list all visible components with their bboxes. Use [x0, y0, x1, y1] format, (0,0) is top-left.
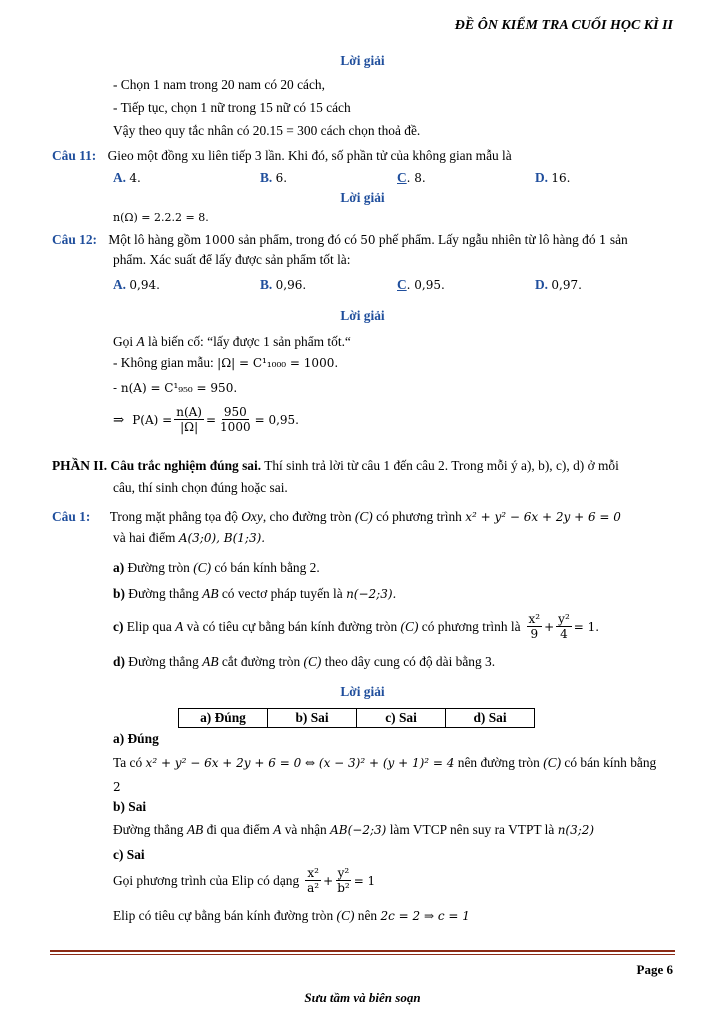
q10-solution-line: - Chọn 1 nam trong 20 nam có 20 cách,: [113, 77, 325, 92]
footer-divider: [50, 950, 675, 952]
q10-solution-line: - Tiếp tục, chọn 1 nữ trong 15 nữ có 15 cách: [113, 100, 351, 115]
option-c-correct: C. 8.: [397, 170, 426, 185]
page-header-title: ĐỀ ÔN KIỂM TRA CUỐI HỌC KÌ II: [454, 18, 673, 33]
solution-heading: Lời giải: [340, 684, 385, 699]
question-text: Gieo một đồng xu liên tiếp 3 lần. Khi đó, số phần tử của không gian mẫu là: [107, 148, 512, 163]
question-11: [52, 148, 512, 164]
option-a: A. 4.: [113, 170, 141, 185]
q11-solution: n(Ω) = 2.2.2 = 8.: [113, 211, 209, 224]
statement-c: c) Elip qua A và có tiêu cự bằng bán kính đường tròn (C) có phương trình là $\frac{\text{x²}}{9}$ + $\frac{\text{y²}}{4}$ = 1.: [113, 612, 600, 641]
page-number: Page 6: [636, 962, 673, 977]
answer-table: [178, 708, 535, 728]
solution-heading: Lời giải: [340, 308, 385, 323]
answer-cell: b) Sai: [268, 709, 357, 728]
answer-cell: d) Sai: [446, 709, 535, 728]
question-label: Câu 12:: [52, 232, 98, 247]
q12-solution-line: Gọi A là biến cố: “lấy được 1 sản phẩm tốt.“: [113, 334, 351, 349]
solution-c-text-2: Elip có tiêu cự bằng bán kính đường tròn (C) nên 2c = 2 ⇒ c = 1: [113, 908, 470, 923]
question-text: phẩm. Xác suất để lấy được sản phẩm tốt là:: [113, 252, 351, 267]
question-text: và hai điểm A(3;0), B(1;3).: [113, 530, 266, 545]
solution-a-text: Ta có x² + y² − 6x + 2y + 6 = 0 ⇔ (x − 3)² + (y + 1)² = 4 nên đường tròn (C) có bán kính bằng: [113, 755, 657, 770]
option-b: B. 6.: [260, 170, 288, 185]
footer-credit: Sưu tầm và biên soạn: [304, 990, 421, 1005]
solution-c-heading: c) Sai: [113, 847, 145, 862]
question-12: Câu 12: Một lô hàng gồm 1000 sản phẩm, trong đó có 50 phế phẩm. Lấy ngẫu nhiên từ lô hàng đó 1 sản: [52, 232, 628, 247]
statement-d: d) Đường thẳng AB cắt đường tròn (C) theo dây cung có độ dài bằng 3.: [113, 654, 496, 669]
statement-b: b) Đường thẳng AB có vectơ pháp tuyến là n(−2;3).: [113, 586, 397, 601]
solution-a-heading: a) Đúng: [113, 731, 159, 746]
answer-cell: a) Đúng: [179, 709, 268, 728]
q12-solution-line: - Không gian mẫu: |Ω| = C¹₁₀₀₀ = 1000.: [113, 355, 339, 370]
solution-c-text: Gọi phương trình của Elip có dạng $\frac{\text{x²}}{\text{a²}}$ + $\frac{\text{y²}}{\text{b²}}$ = 1: [113, 866, 376, 895]
q12-solution-line: - n(A) = C¹₉₅₀ = 950.: [113, 381, 238, 395]
option-c-correct: C. 0,95.: [397, 277, 445, 292]
part2-heading-line2: câu, thí sinh chọn đúng hoặc sai.: [113, 480, 288, 495]
footer-divider-thin: [50, 954, 675, 955]
option-a: A. 0,94.: [113, 277, 160, 292]
solution-b-heading: b) Sai: [113, 799, 147, 814]
solution-heading: Lời giải: [340, 190, 385, 205]
question-label: Câu 11:: [52, 148, 97, 163]
statement-a: a) Đường tròn (C) có bán kính bằng 2.: [113, 560, 320, 575]
part2-heading: PHẦN II. Câu trắc nghiệm đúng sai. Thí sinh trả lời từ câu 1 đến câu 2. Trong mỗi ý a), b), c), d) ở mỗi: [52, 458, 619, 473]
option-d: D. 0,97.: [535, 277, 582, 292]
option-d: D. 16.: [535, 170, 571, 185]
answer-cell: c) Sai: [357, 709, 446, 728]
option-b: B. 0,96.: [260, 277, 307, 292]
question-1: Câu 1: Trong mặt phẳng tọa độ Oxy, cho đường tròn (C) có phương trình x² + y² − 6x + 2y + 6 = 0: [52, 509, 621, 524]
q12-probability-formula: ⇒ P(A) = $\frac{n(A)}{|\Omega|}$ = $\frac{950}{1000}$ = 0,95.: [113, 405, 299, 434]
solution-heading: Lời giải: [340, 53, 385, 68]
solution-b-text: Đường thẳng AB đi qua điểm A và nhận AB(−2;3) làm VTCP nên suy ra VTPT là n(3;2): [113, 822, 595, 837]
q10-solution-line: Vậy theo quy tắc nhân có 20.15 = 300 cách chọn thoả đề.: [113, 123, 421, 138]
solution-a-value: 2: [113, 780, 121, 794]
